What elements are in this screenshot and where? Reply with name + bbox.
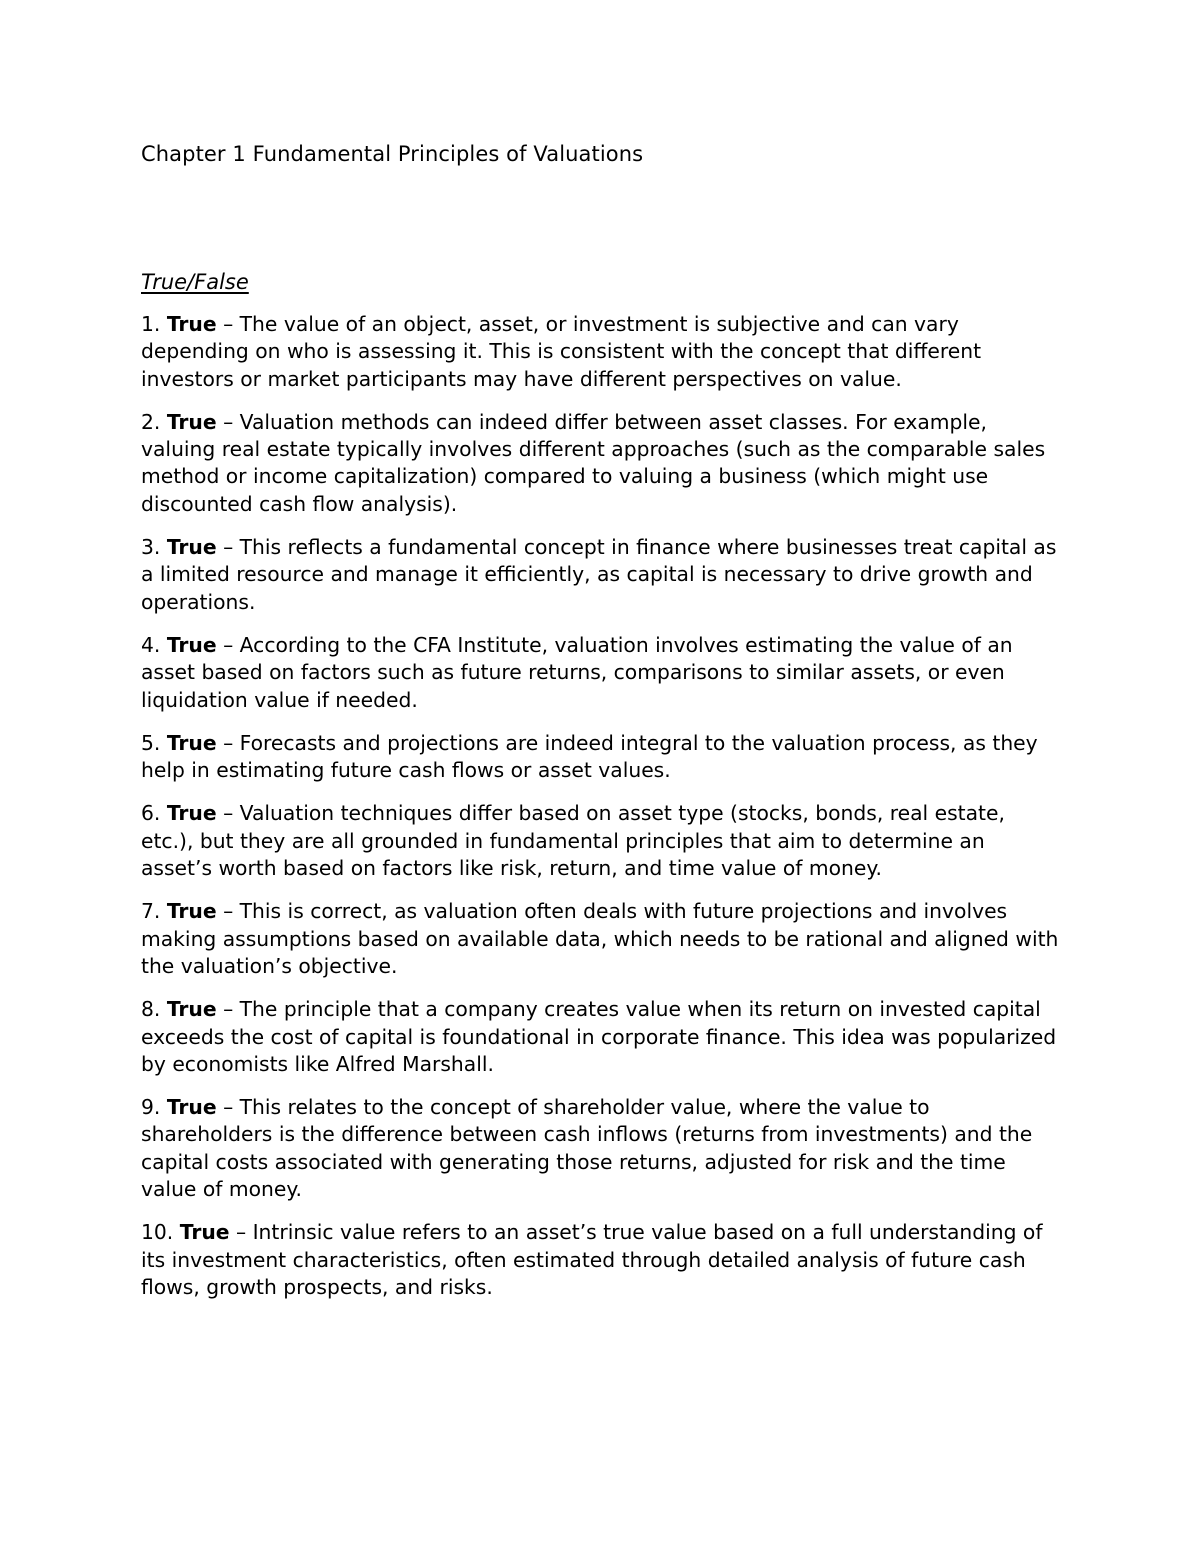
item-number: 1. [141, 312, 161, 336]
answer-item-6 [141, 800, 1061, 882]
answer-item-2 [141, 409, 1061, 518]
answer-item-9 [141, 1094, 1061, 1203]
section-heading-true-false: True/False [141, 270, 249, 294]
answer-item-4 [141, 632, 1061, 714]
document-title: Chapter 1 Fundamental Principles of Valuations [141, 142, 644, 166]
item-number: 8. [141, 997, 161, 1022]
item-number: 6. [141, 801, 161, 826]
item-number: 9. [141, 1095, 161, 1120]
answer-item-8 [141, 996, 1061, 1078]
answer-label: True [166, 1095, 217, 1120]
answer-explanation: – Intrinsic value refers to an asset’s true value based on a full understanding of its investment characteristics, often estimated through detailed analysis of future cash flows, growth prospects, and risks. [141, 1220, 1043, 1299]
true-false-answer-list [141, 311, 1061, 1317]
answer-explanation: – Valuation methods can indeed differ between asset classes. For example, valuing real estate typically involves different approaches (such as the comparable sales method or income capitalization) compared to valuing a business (which might use discounted cash flow analysis). [141, 409, 1046, 516]
answer-label: True [166, 409, 217, 434]
item-number: 5. [141, 730, 161, 755]
answer-label: True [166, 899, 217, 924]
answer-explanation: – This relates to the concept of shareholder value, where the value to shareholders is the difference between cash inflows (returns from investments) and the capital costs associated with generating those returns, adjusted for risk and the time value of money. [141, 1095, 1033, 1202]
answer-label: True [166, 535, 217, 560]
answer-item-3 [141, 534, 1061, 616]
answer-label: True [166, 730, 217, 755]
answer-label: True [166, 632, 217, 657]
item-number: 2. [141, 409, 161, 434]
answer-label: True [166, 312, 217, 336]
answer-explanation: – The principle that a company creates value when its return on invested capital exceeds the cost of capital is foundational in corporate finance. This idea was popularized by economists like Alfred Marshall. [141, 997, 1057, 1076]
answer-explanation: – This reflects a fundamental concept in finance where businesses treat capital as a limited resource and manage it efficiently, as capital is necessary to drive growth and operations. [141, 535, 1057, 614]
answer-explanation: – Valuation techniques differ based on asset type (stocks, bonds, real estate, etc.), but they are all grounded in fundamental principles that aim to determine an asset’s worth based on factors like risk, return, and time value of money. [141, 801, 1005, 881]
answer-item-1 [141, 311, 1061, 393]
answer-item-7 [141, 898, 1061, 980]
answer-explanation: – According to the CFA Institute, valuation involves estimating the value of an asset based on factors such as future returns, comparisons to similar assets, or even liquidation value if needed. [141, 632, 1013, 712]
answer-label: True [179, 1220, 230, 1245]
answer-label: True [166, 997, 217, 1022]
item-number: 3. [141, 535, 161, 560]
answer-explanation: – This is correct, as valuation often deals with future projections and involves making assumptions based on available data, which needs to be rational and aligned with the valuation’s objective. [141, 899, 1059, 978]
item-number: 10. [141, 1220, 174, 1245]
item-number: 4. [141, 632, 161, 657]
answer-label: True [166, 801, 217, 826]
answer-explanation: – Forecasts and projections are indeed integral to the valuation process, as they help in estimating future cash flows or asset values. [141, 730, 1038, 783]
item-number: 7. [141, 899, 161, 924]
answer-explanation: – The value of an object, asset, or investment is subjective and can vary depending on who is assessing it. This is consistent with the concept that different investors or market participants may have different perspectives on value. [141, 312, 982, 391]
answer-item-5 [141, 730, 1061, 785]
answer-item-10 [141, 1219, 1061, 1301]
